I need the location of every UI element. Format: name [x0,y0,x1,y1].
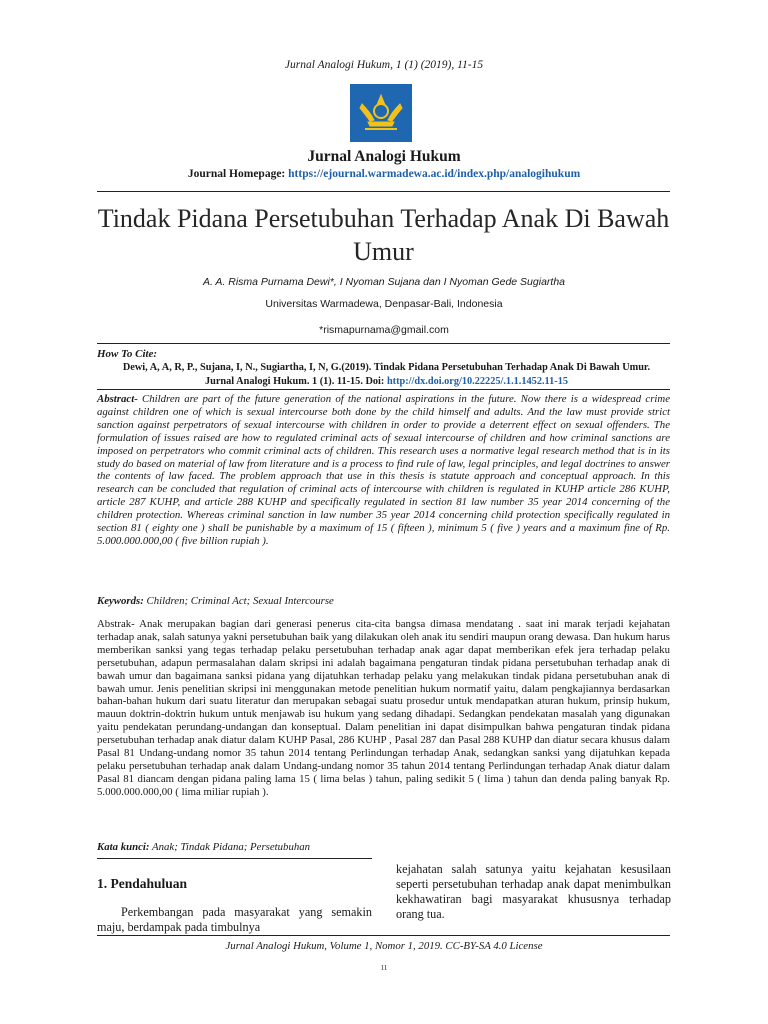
keywords-english [97,595,670,608]
author-email[interactable]: *rismapurnama@gmail.com [319,324,449,336]
abstract-text: Children are part of the future generation of the national aspirations in the future. Now there is a widespread crime against children one of which is sexual intercourse both done by the child himself and adults. And the law must provide strict sanction against perpetrators of sexual intercourse with children in order to provide a deterrent effect on sexual offenders. The formulation of issues raised are how to regulated criminal acts of sexual intercourse of children and how criminal sanctions are imposed on perpetrators who commit criminal acts of children. This research uses a normative legal research method that is in its study do based on material of law from literature and is a process to find rule of law, legal principles, and legal doctrines to answer the contents of law faced. The problem approach that use in this thesis is statute approach and conceptual approach. In this research can be concluded that regulation of criminal acts of intercourse with children is regulated in KUHP article 286 KUHP, article 287 KUHP, and article 288 KUHP and specifically regulated in section 81 law number 35 year 2014 concerning of the children protection. Whereas criminal sanction in law number 35 year 2014 concerning child protection specifically regulated in section 81 ( eighty one ) shall be punishable by a maximum of 15 ( fifteen ), minimum 5 ( five ) years and a maximum fine of Rp. 5.000.000.000,00 ( five billion rupiah ). [97,393,670,547]
journal-name: Jurnal Analogi Hukum [307,148,461,165]
doi-link[interactable]: http://dx.doi.org/10.22225/.1.1.1452.11-15 [386,375,569,387]
section-title: 1. Pendahuluan [97,876,188,891]
cite-divider [97,343,670,344]
intro-paragraph-right: kejahatan salah satunya yaitu kejahatan kesusilaan seperti persetubuhan terhadap anak dapat menimbulkan kekhawatiran bagi masyarakat khususnya terhadap orang tua. [396,862,671,921]
page-number: 11 [380,964,388,972]
keywords-divider [97,858,372,859]
citation [110,361,663,388]
authors: A. A. Risma Purnama Dewi*, I Nyoman Sujana dan I Nyoman Gede Sugiartha [202,276,566,288]
katakunci-label: Kata kunci: [97,841,150,853]
abstract-indonesian: Abstrak- Anak merupakan bagian dari generasi penerus cita-cita bangsa dimasa mendatang . saat ini marak terjadi kejahatan terhadap anak, salah satunya yakni persetubuhan baik yang dilakukan oleh anak itu sendiri maupun orang dewasa. Dan hukum harus memberikan sanksi yang tegas terhadap pelaku persetubuhan terhadap anak agar dapat memberikan efek jera terhadap pelaku persetubuhan, adapun permasalahan dalam skripsi ini adalah bagaimana pengaturan tindak pidana persetubuhan terhadap anak di bawah umur dan bagaimana sanksi pidana yang dijatuhkan terhadap pelaku yang melakukan tindak pidana persetubuhan anak di bawah umur. Jenis penelitian skripsi ini menggunakan metode penelitian hukum normatif yaitu, dalam pengkajiannya berdasarkan bahan-bahan hukum dari suatu literatur dan merupakan sebagai suatu prosedur untuk mendapatkan aturan hukum, prinsip hukum, mauun doktrin-doktrin hukum untuk menjawab isu hukum yang sedang dihadapi. Sedangkan pendekatan masalah yang digunakan yaitu pendekatan perundang-undangan dan konseptual. Dalam penelitian ini dapat disimpulkan bahwa pengaturan tindak pidana persetubuhan terhadap anak diatur dalam KUHP Pasal, 286 KUHP , Pasal 287 dan Pasal 288 KUHP dan diatur secara khusus dalam Pasal 81 Undang-undang nomor 35 tahun 2014 tentang Perlindungan terhadap Anak, sedangkan sanksi yang dijatuhkan kepada pelaku persetubuhan terhadap anak dalam Undang-undang nomor 35 tahun 2014 tentang Perlindungan terhadap Anak diatur dalam Pasal 81 diancam dengan pidana paling lama 15 ( lima belas ) tahun, paling sedikit 5 ( lima ) tahun dan denda paling banyak Rp. 5.000.000.000,00 ( lima miliar rupiah ). [97,618,670,798]
keywords-indonesian [97,841,670,854]
top-divider [97,191,670,192]
footer-text: Jurnal Analogi Hukum, Volume 1, Nomor 1, 2019. CC-BY-SA 4.0 License [225,940,543,952]
citation-text: Dewi, A, A, R, P., Sujana, I, N., Sugiartha, I, N, G.(2019). Tindak Pidana Persetubuhan Terhadap Anak Di Bawah Umur. Jurnal Analogi Hukum. 1 (1). 11-15. Doi: [122,362,651,387]
footer-divider [97,935,670,936]
abstract-english [97,393,670,548]
intro-paragraph-left: Perkembangan pada masyarakat yang semakin maju, berdampak pada timbulnya [97,905,372,934]
cite-heading: How To Cite: [97,348,158,360]
homepage-label: Journal Homepage: [187,168,286,180]
keywords-text: Children; Criminal Act; Sexual Intercourse [143,595,334,607]
affiliation: Universitas Warmadewa, Denpasar-Bali, Indonesia [265,298,503,310]
keywords-label: Keywords: [97,595,144,607]
body-left-column [97,876,372,935]
abstract-label: Abstract- [97,393,138,405]
paper-title: Tindak Pidana Persetubuhan Terhadap Anak Di Bawah Umur [97,204,670,266]
running-header: Jurnal Analogi Hukum, 1 (1) (2019), 11-15 [284,59,484,71]
homepage-link[interactable]: https://ejournal.warmadewa.ac.id/index.php/analogihukum [288,168,581,180]
katakunci-text: Anak; Tindak Pidana; Persetubuhan [149,841,311,853]
abstract-divider [97,389,670,390]
journal-homepage [0,168,768,180]
university-emblem-icon [350,84,412,142]
